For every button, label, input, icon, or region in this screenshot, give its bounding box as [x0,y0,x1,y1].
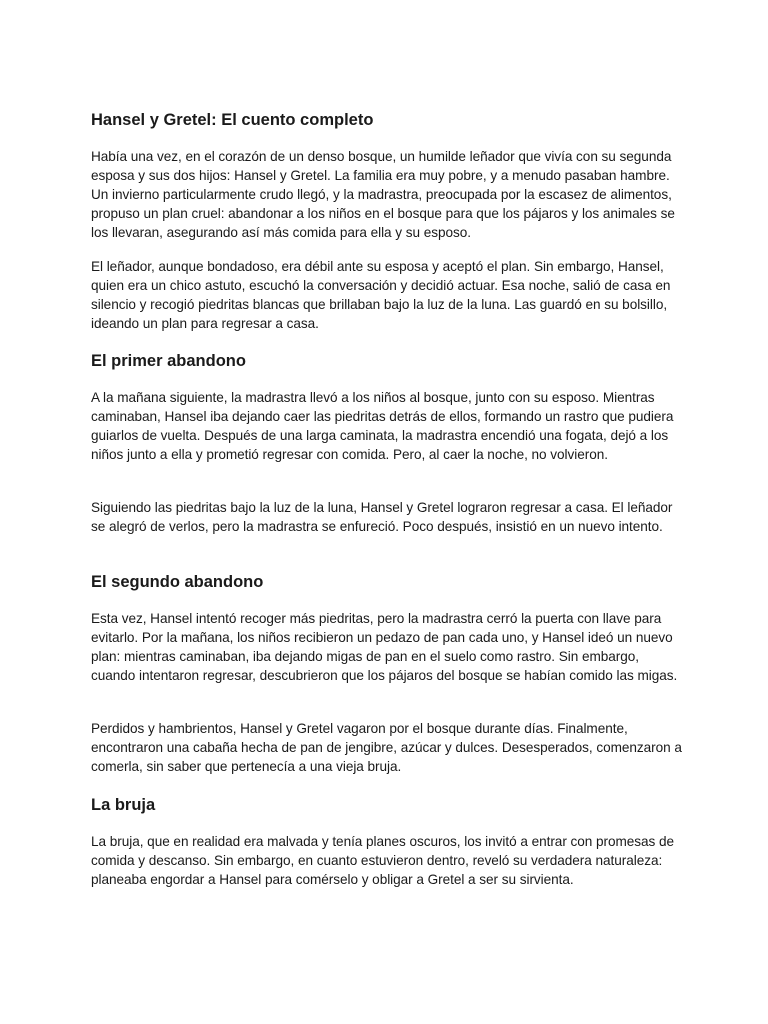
section-1-paragraph-2: Siguiendo las piedritas bajo la luz de la luna, Hansel y Gretel lograron regresar a casa. El leñador se alegró de verlos, pero la madrastra se enfureció. Poco después, insistió en un nuevo intento. [91,500,673,534]
section-heading-segundo-abandono: El segundo abandono [91,573,264,591]
section-3-paragraph-1: La bruja, que en realidad era malvada y tenía planes oscuros, los invitó a entrar con promesas de comida y descanso. Sin embargo, en cuanto estuvieron dentro, reveló su verdadera naturaleza: planeaba engordar a Hansel para comérselo y obligar a Gretel a ser su sirvienta. [91,834,675,887]
section-2-paragraph-1: Esta vez, Hansel intentó recoger más piedritas, pero la madrastra cerró la puerta con llave para evitarlo. Por la mañana, los niños recibieron un pedazo de pan cada uno, y Hansel ideó un nuevo plan: mientras caminaban, iba dejando migas de pan en el suelo como rastro. Sin embargo, cuando intentaron regresar, descubrieron que los pájaros del bosque se habían comido las migas. [91,611,678,683]
section-heading-primer-abandono: El primer abandono [91,352,246,370]
section-1-paragraph-1: A la mañana siguiente, la madrastra llevó a los niños al bosque, junto con su esposo. Mientras caminaban, Hansel iba dejando caer las piedritas detrás de ellos, formando un rastro que pudiera guiarlos de vuelta. Después de una larga caminata, la madrastra encendió una fogata, dejó a los niños junto a ella y prometió regresar con comida. Pero, al caer la noche, no volvieron. [91,390,674,462]
intro-paragraph-1: Había una vez, en el corazón de un denso bosque, un humilde leñador que vivía con su segunda esposa y sus dos hijos: Hansel y Gretel. La familia era muy pobre, y a menudo pasaban hambre. Un invierno particularmente crudo llegó, y la madrastra, preocupada por la escasez de alimentos, propuso un plan cruel: abandonar a los niños en el bosque para que los pájaros y los animales se los llevaran, asegurando así más comida para ella y su esposo. [91,149,675,240]
section-heading-la-bruja: La bruja [91,796,156,814]
section-2-paragraph-2: Perdidos y hambrientos, Hansel y Gretel vagaron por el bosque durante días. Finalmente, encontraron una cabaña hecha de pan de jengibre, azúcar y dulces. Desesperados, comenzaron a comerla, sin saber que pertenecía a una vieja bruja. [91,721,682,774]
page-title: Hansel y Gretel: El cuento completo [91,111,374,129]
intro-paragraph-2: El leñador, aunque bondadoso, era débil ante su esposa y aceptó el plan. Sin embargo, Hansel, quien era un chico astuto, escuchó la conversación y decidió actuar. Esa noche, salió de casa en silencio y recogió piedritas blancas que brillaban bajo la luz de la luna. Las guardó en su bolsillo, ideando un plan para regresar a casa. [91,259,671,331]
